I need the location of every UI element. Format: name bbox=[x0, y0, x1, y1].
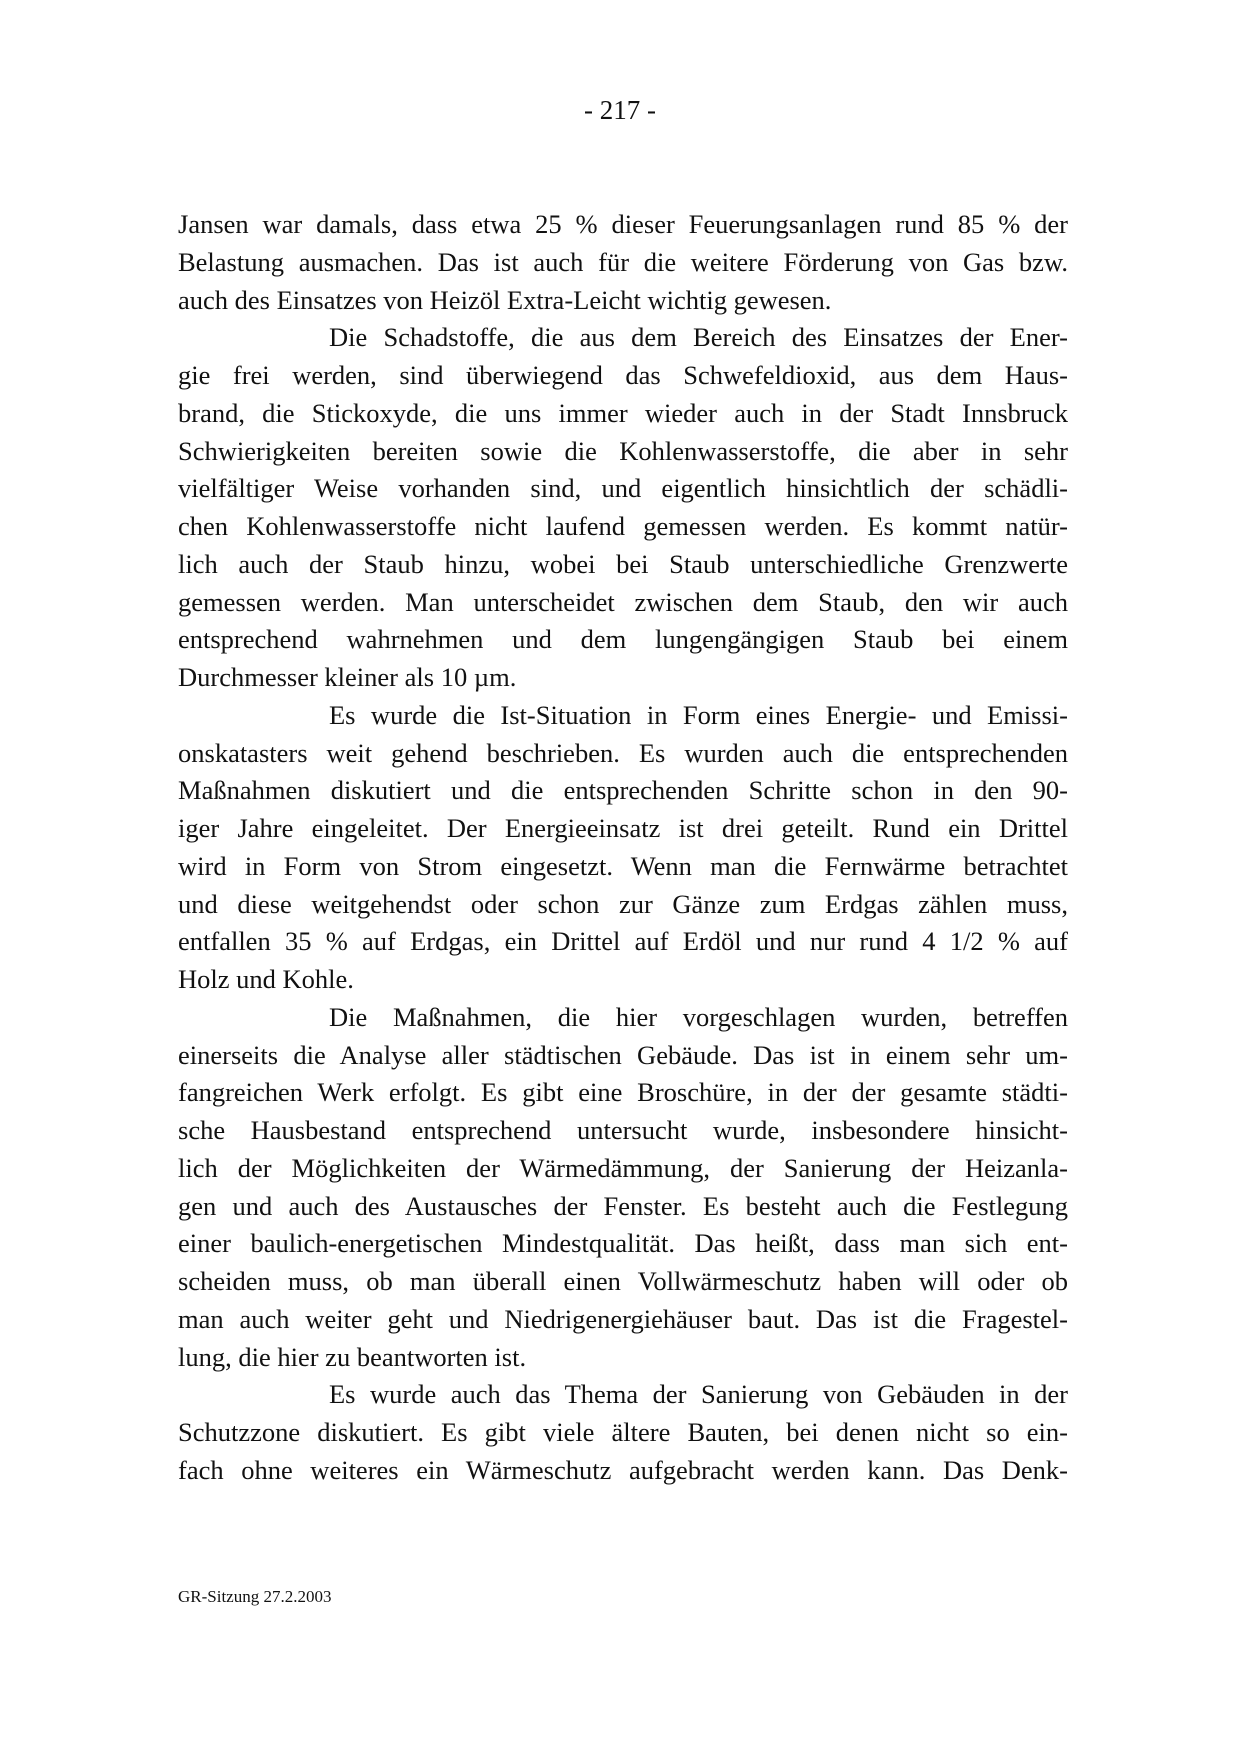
text-line: chen Kohlenwasserstoffe nicht laufend gemessen werden. Es kommt natür- bbox=[178, 511, 1068, 541]
text-line: Durchmesser kleiner als 10 µm. bbox=[178, 662, 517, 692]
text-line: auch des Einsatzes von Heizöl Extra-Leicht wichtig gewesen. bbox=[178, 284, 832, 315]
text-line: vielfältiger Weise vorhanden sind, und eigentlich hinsichtlich der schädli- bbox=[178, 473, 1068, 504]
text-line: onskatasters weit gehend beschrieben. Es wurden auch die entsprechenden bbox=[178, 737, 1068, 768]
text-line: scheiden muss, ob man überall einen Vollwärmeschutz haben will oder ob bbox=[178, 1266, 1068, 1296]
text-line: einerseits die Analyse aller städtischen Gebäude. Das ist in einem sehr um- bbox=[178, 1039, 1068, 1070]
text-line: lich der Möglichkeiten der Wärmedämmung, der Sanierung der Heizanla- bbox=[178, 1152, 1068, 1183]
text-line: gen und auch des Austausches der Fenster. Es besteht auch die Festlegung bbox=[178, 1190, 1068, 1221]
text-line: Schwierigkeiten bereiten sowie die Kohlenwasserstoffe, die aber in sehr bbox=[178, 435, 1068, 466]
text-line: lung, die hier zu beantworten ist. bbox=[178, 1341, 527, 1372]
text-line: und diese weitgehendst oder schon zur Gänze zum Erdgas zählen muss, bbox=[178, 888, 1068, 919]
paragraph bbox=[178, 999, 1068, 1377]
text-line: fangreichen Werk erfolgt. Es gibt eine Broschüre, in der der gesamte städti- bbox=[178, 1077, 1068, 1108]
body-text bbox=[178, 206, 1068, 1490]
footer-session-date: GR-Sitzung 27.2.2003 bbox=[178, 1587, 332, 1606]
text-line: Die Maßnahmen, die hier vorgeschlagen wurden, betreffen bbox=[329, 1001, 1068, 1032]
text-line: entsprechend wahrnehmen und dem lungengängigen Staub bei einem bbox=[178, 624, 1068, 655]
text-line: Es wurde auch das Thema der Sanierung von Gebäuden in der bbox=[329, 1379, 1068, 1410]
text-line: einer baulich-energetischen Mindestqualität. Das heißt, dass man sich ent- bbox=[178, 1228, 1068, 1259]
paragraph bbox=[178, 697, 1068, 999]
page-number: - 217 - bbox=[584, 95, 656, 125]
text-line: iger Jahre eingeleitet. Der Energieeinsatz ist drei geteilt. Rund ein Drittel bbox=[178, 813, 1068, 843]
text-line: lich auch der Staub hinzu, wobei bei Staub unterschiedliche Grenzwerte bbox=[178, 548, 1068, 579]
text-line: gie frei werden, sind überwiegend das Schwefeldioxid, aus dem Haus- bbox=[178, 360, 1068, 390]
text-line: man auch weiter geht und Niedrigenergiehäuser baut. Das ist die Fragestel- bbox=[178, 1303, 1068, 1334]
text-line: Die Schadstoffe, die aus dem Bereich des Einsatzes der Ener- bbox=[329, 322, 1068, 353]
text-line: wird in Form von Strom eingesetzt. Wenn man die Fernwärme betrachtet bbox=[178, 850, 1068, 881]
text-line: fach ohne weiteres ein Wärmeschutz aufgebracht werden kann. Das Denk- bbox=[178, 1454, 1068, 1485]
paragraph bbox=[178, 1376, 1068, 1489]
text-line: Es wurde die Ist-Situation in Form eines Energie- und Emissi- bbox=[329, 699, 1068, 730]
text-line: entfallen 35 % auf Erdgas, ein Drittel auf Erdöl und nur rund 4 1/2 % auf bbox=[178, 926, 1068, 957]
text-line: sche Hausbestand entsprechend untersucht wurde, insbesondere hinsicht- bbox=[178, 1115, 1068, 1145]
text-line: Maßnahmen diskutiert und die entsprechenden Schritte schon in den 90- bbox=[178, 775, 1068, 806]
paragraph bbox=[178, 319, 1068, 697]
text-line: Holz und Kohle. bbox=[178, 964, 354, 994]
text-line: brand, die Stickoxyde, die uns immer wieder auch in der Stadt Innsbruck bbox=[178, 397, 1068, 428]
text-line: gemessen werden. Man unterscheidet zwischen dem Staub, den wir auch bbox=[178, 586, 1068, 617]
text-line: Belastung ausmachen. Das ist auch für die weitere Förderung von Gas bzw. bbox=[178, 246, 1068, 277]
text-line: Jansen war damals, dass etwa 25 % dieser Feuerungsanlagen rund 85 % der bbox=[178, 209, 1068, 239]
text-line: Schutzzone diskutiert. Es gibt viele ältere Bauten, bei denen nicht so ein- bbox=[178, 1417, 1068, 1447]
paragraph bbox=[178, 206, 1068, 319]
